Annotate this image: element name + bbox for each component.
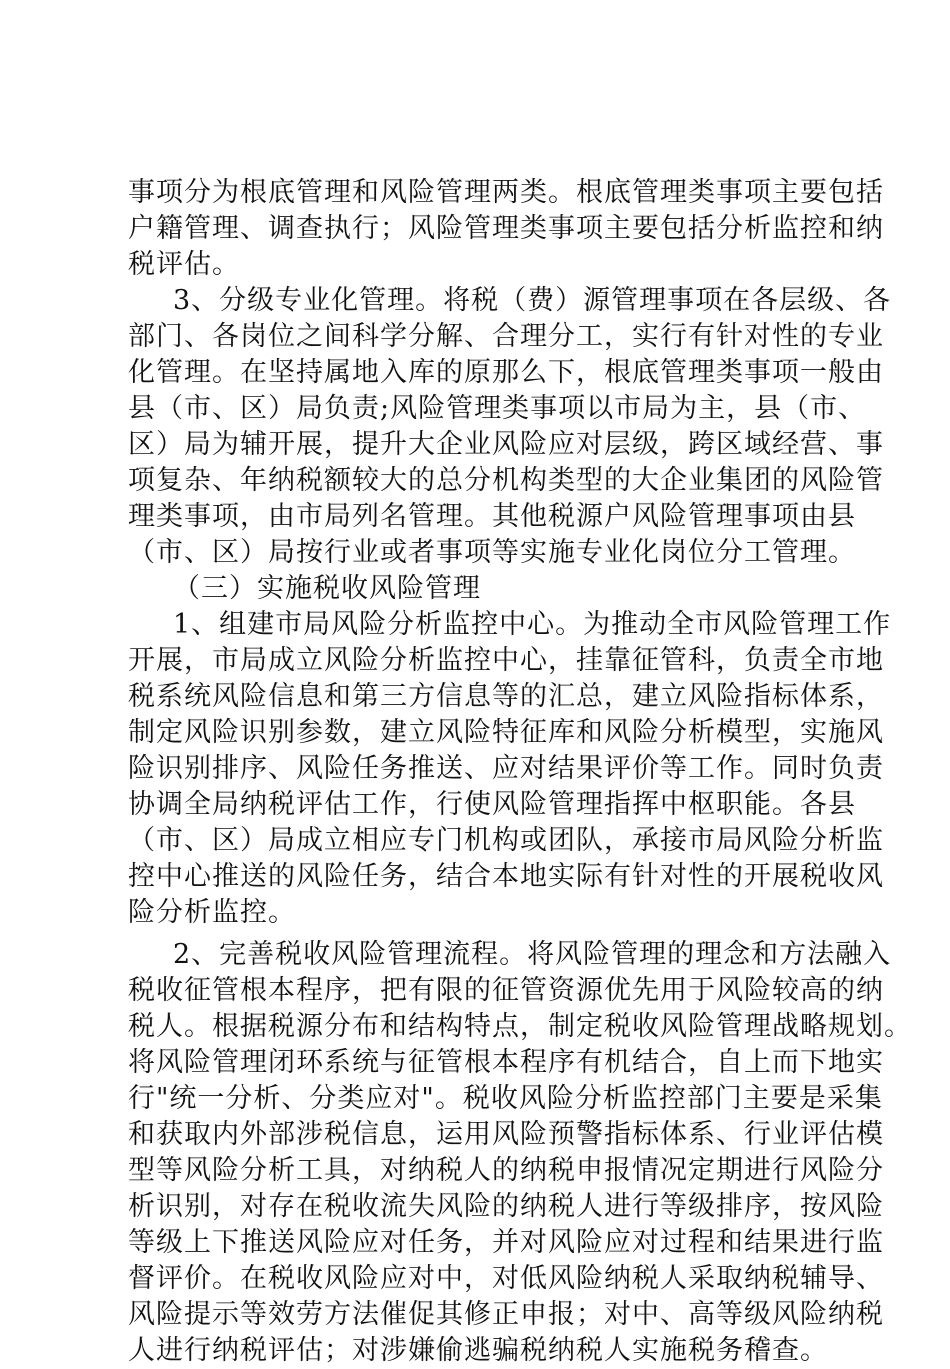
text-line: 项复杂、年纳税额较大的总分机构类型的大企业集团的风险管 [128, 465, 884, 496]
text-line: 事项分为根底管理和风险管理两类。根底管理类事项主要包括 [128, 177, 884, 208]
text-line: 型等风险分析工具，对纳税人的纳税申报情况定期进行风险分 [128, 1155, 884, 1186]
text-line: 人进行纳税评估；对涉嫌偷逃骗税纳税人实施税务稽查。 [128, 1335, 828, 1366]
text-line: 户籍管理、调查执行；风险管理类事项主要包括分析监控和纳 [128, 213, 884, 244]
text-line: 1、组建市局风险分析监控中心。为推动全市风险管理工作 [173, 609, 892, 640]
text-line: 税收征管根本程序，把有限的征管资源优先用于风险较高的纳 [128, 975, 884, 1006]
text-line: 析识别，对存在税收流失风险的纳税人进行等级排序，按风险 [128, 1191, 884, 1222]
text-line: 协调全局纳税评估工作，行使风险管理指挥中枢职能。各县 [128, 789, 856, 820]
text-line: 风险提示等效劳方法催促其修正申报；对中、高等级风险纳税 [128, 1299, 884, 1330]
text-line: 区）局为辅开展，提升大企业风险应对层级，跨区域经营、事 [128, 429, 884, 460]
text-line: （市、区）局按行业或者事项等实施专业化岗位分工管理。 [128, 537, 856, 568]
text-line: 化管理。在坚持属地入库的原那么下，根底管理类事项一般由 [128, 357, 884, 388]
paragraph-tiered-management [128, 283, 892, 571]
text-line: 险识别排序、风险任务推送、应对结果评价等工作。同时负责 [128, 753, 884, 784]
document-page [128, 175, 912, 1369]
text-line: 税评估。 [128, 249, 240, 280]
paragraph-risk-center [128, 607, 892, 931]
text-line: 3、分级专业化管理。将税（费）源管理事项在各层级、各 [173, 285, 892, 316]
text-line: 险分析监控。 [128, 897, 296, 928]
text-line: 督评价。在税收风险应对中，对低风险纳税人采取纳税辅导、 [128, 1263, 884, 1294]
text-line: 将风险管理闭环系统与征管根本程序有机结合，自上而下地实 [128, 1047, 884, 1078]
section-heading-text: （三）实施税收风险管理 [173, 573, 481, 604]
text-line: 和获取内外部涉税信息，运用风险预警指标体系、行业评估模 [128, 1119, 884, 1150]
text-line: 2、完善税收风险管理流程。将风险管理的理念和方法融入 [173, 939, 892, 970]
text-line: 税系统风险信息和第三方信息等的汇总，建立风险指标体系， [128, 681, 884, 712]
text-line: 理类事项，由市局列名管理。其他税源户风险管理事项由县 [128, 501, 856, 532]
text-line: 等级上下推送风险应对任务，并对风险应对过程和结果进行监 [128, 1227, 884, 1258]
text-line: 制定风险识别参数，建立风险特征库和风险分析模型，实施风 [128, 717, 884, 748]
paragraph-continuation [128, 175, 884, 283]
paragraph-risk-process [128, 937, 912, 1369]
text-line: 开展，市局成立风险分析监控中心，挂靠征管科，负责全市地 [128, 645, 884, 676]
text-line: 税人。根据税源分布和结构特点，制定税收风险管理战略规划。 [128, 1011, 912, 1042]
text-line: 控中心推送的风险任务，结合本地实际有针对性的开展税收风 [128, 861, 884, 892]
text-line: 行"统一分析、分类应对"。税收风险分析监控部门主要是采集 [128, 1083, 883, 1114]
section-heading [128, 571, 828, 607]
text-line: 部门、各岗位之间科学分解、合理分工，实行有针对性的专业 [128, 321, 884, 352]
text-line: 县（市、区）局负责;风险管理类事项以市局为主，县（市、 [128, 393, 867, 424]
text-line: （市、区）局成立相应专门机构或团队，承接市局风险分析监 [128, 825, 884, 856]
